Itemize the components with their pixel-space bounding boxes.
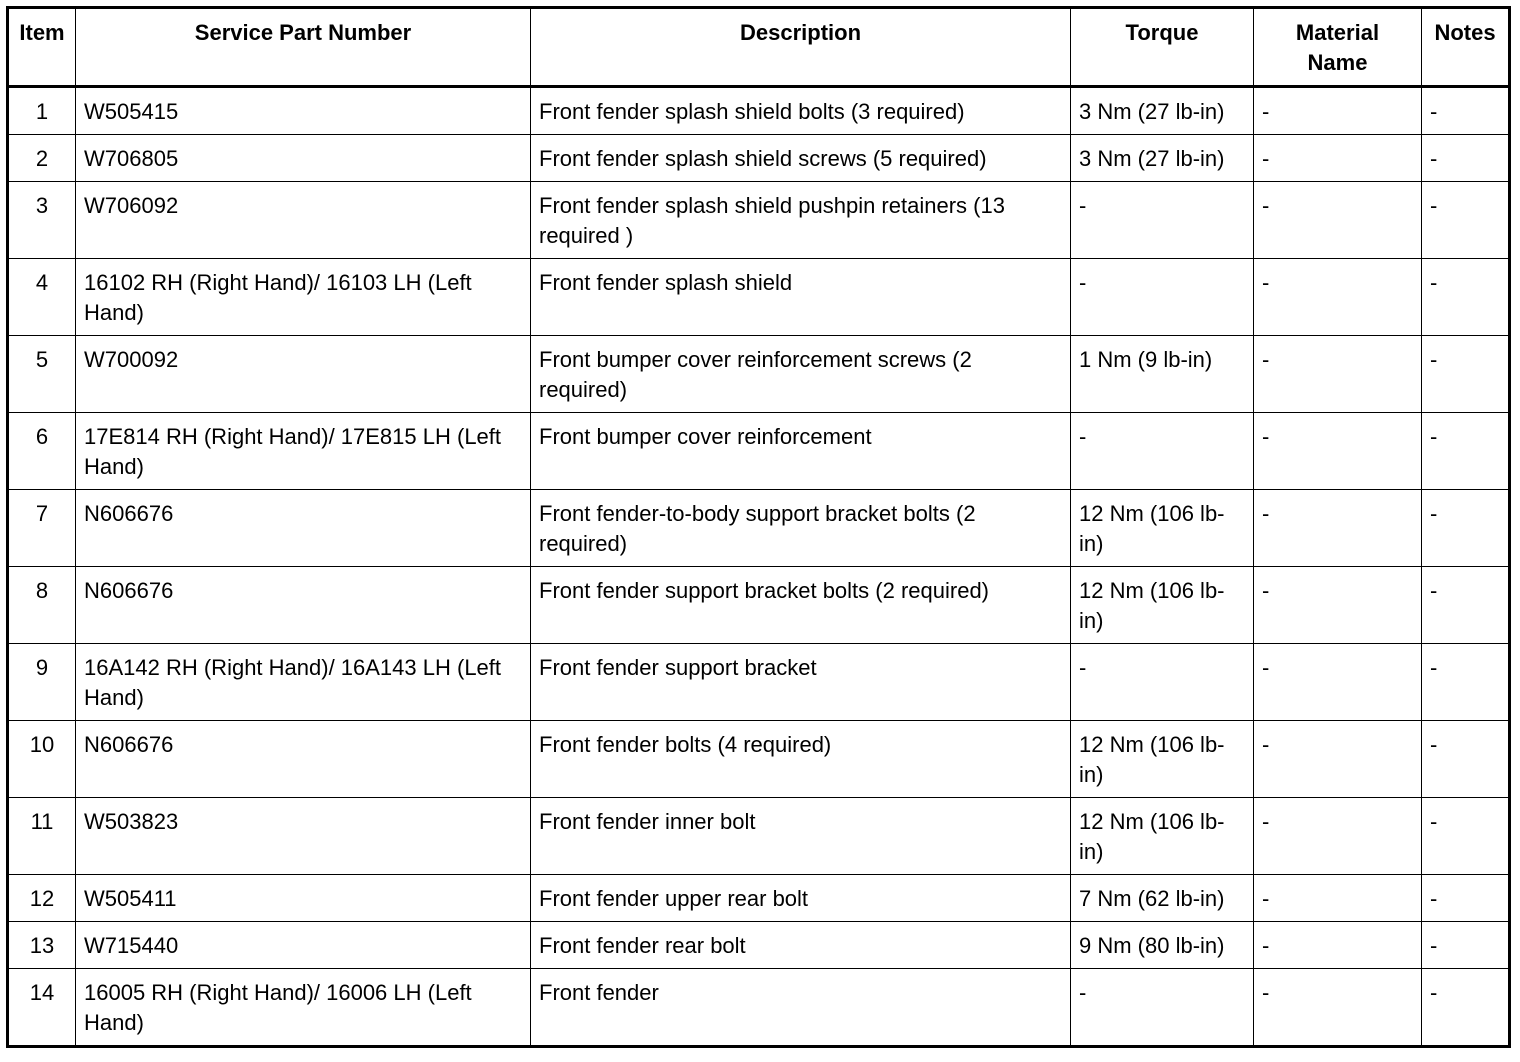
table-row: [8, 969, 1510, 1047]
header-service-part-number: Service Part Number: [76, 8, 531, 87]
cell-item: 13: [8, 922, 76, 969]
cell-item: 7: [8, 490, 76, 567]
cell-part-number: W715440: [76, 922, 531, 969]
table-row: [8, 798, 1510, 875]
cell-notes: -: [1422, 259, 1510, 336]
cell-notes: -: [1422, 135, 1510, 182]
cell-torque: -: [1071, 182, 1254, 259]
cell-part-number: 17E814 RH (Right Hand)/ 17E815 LH (Left Hand): [76, 413, 531, 490]
cell-part-number: N606676: [76, 490, 531, 567]
cell-description: Front fender support bracket: [531, 644, 1071, 721]
cell-part-number: 16005 RH (Right Hand)/ 16006 LH (Left Hand): [76, 969, 531, 1047]
cell-notes: -: [1422, 413, 1510, 490]
header-torque: Torque: [1071, 8, 1254, 87]
cell-item: 14: [8, 969, 76, 1047]
table-row: [8, 490, 1510, 567]
cell-part-number: N606676: [76, 567, 531, 644]
cell-item: 5: [8, 336, 76, 413]
header-material-name: [1254, 8, 1422, 87]
cell-material: -: [1254, 969, 1422, 1047]
cell-torque: -: [1071, 259, 1254, 336]
cell-item: 9: [8, 644, 76, 721]
header-row: [8, 8, 1510, 87]
cell-torque: 12 Nm (106 lb-in): [1071, 567, 1254, 644]
table-row: [8, 721, 1510, 798]
header-notes: Notes: [1422, 8, 1510, 87]
cell-material: -: [1254, 567, 1422, 644]
header-item: Item: [8, 8, 76, 87]
cell-notes: -: [1422, 875, 1510, 922]
cell-torque: 3 Nm (27 lb-in): [1071, 135, 1254, 182]
cell-item: 1: [8, 87, 76, 135]
cell-notes: -: [1422, 182, 1510, 259]
cell-notes: -: [1422, 798, 1510, 875]
cell-material: -: [1254, 490, 1422, 567]
cell-material: -: [1254, 922, 1422, 969]
cell-material: -: [1254, 259, 1422, 336]
cell-torque: -: [1071, 413, 1254, 490]
cell-item: 6: [8, 413, 76, 490]
cell-material: -: [1254, 413, 1422, 490]
table-row: [8, 644, 1510, 721]
cell-part-number: 16102 RH (Right Hand)/ 16103 LH (Left Hand): [76, 259, 531, 336]
cell-material: -: [1254, 336, 1422, 413]
cell-torque: 3 Nm (27 lb-in): [1071, 87, 1254, 135]
parts-table-container: [6, 6, 1508, 1056]
table-row: [8, 922, 1510, 969]
cell-item: 3: [8, 182, 76, 259]
table-row: [8, 413, 1510, 490]
header-material-line1: Material: [1295, 20, 1380, 45]
cell-part-number: W505411: [76, 875, 531, 922]
cell-material: -: [1254, 798, 1422, 875]
cell-torque: 12 Nm (106 lb-in): [1071, 798, 1254, 875]
cell-item: 2: [8, 135, 76, 182]
cell-torque: 7 Nm (62 lb-in): [1071, 875, 1254, 922]
cell-notes: -: [1422, 644, 1510, 721]
cell-part-number: W503823: [76, 798, 531, 875]
cell-item: 8: [8, 567, 76, 644]
cell-part-number: W700092: [76, 336, 531, 413]
table-row: [8, 875, 1510, 922]
cell-item: 10: [8, 721, 76, 798]
cell-description: Front fender splash shield pushpin retainers (13 required ): [531, 182, 1071, 259]
cell-description: Front fender upper rear bolt: [531, 875, 1071, 922]
cell-description: Front fender bolts (4 required): [531, 721, 1071, 798]
cell-item: 12: [8, 875, 76, 922]
cell-torque: -: [1071, 644, 1254, 721]
cell-torque: 9 Nm (80 lb-in): [1071, 922, 1254, 969]
cell-part-number: W706805: [76, 135, 531, 182]
header-material-line2: Name: [1307, 50, 1368, 75]
cell-torque: 12 Nm (106 lb-in): [1071, 490, 1254, 567]
cell-description: Front bumper cover reinforcement: [531, 413, 1071, 490]
cell-notes: -: [1422, 567, 1510, 644]
cell-material: -: [1254, 182, 1422, 259]
cell-description: Front fender inner bolt: [531, 798, 1071, 875]
cell-part-number: 16A142 RH (Right Hand)/ 16A143 LH (Left Hand): [76, 644, 531, 721]
table-row: [8, 567, 1510, 644]
header-description: Description: [531, 8, 1071, 87]
cell-description: Front bumper cover reinforcement screws (2 required): [531, 336, 1071, 413]
cell-part-number: W505415: [76, 87, 531, 135]
cell-notes: -: [1422, 922, 1510, 969]
parts-table: [6, 6, 1511, 1048]
cell-torque: 1 Nm (9 lb-in): [1071, 336, 1254, 413]
cell-description: Front fender rear bolt: [531, 922, 1071, 969]
cell-description: Front fender splash shield: [531, 259, 1071, 336]
table-row: [8, 336, 1510, 413]
cell-notes: -: [1422, 87, 1510, 135]
cell-description: Front fender: [531, 969, 1071, 1047]
cell-description: Front fender splash shield bolts (3 required): [531, 87, 1071, 135]
cell-torque: 12 Nm (106 lb-in): [1071, 721, 1254, 798]
table-row: [8, 182, 1510, 259]
cell-material: -: [1254, 87, 1422, 135]
cell-description: Front fender support bracket bolts (2 required): [531, 567, 1071, 644]
cell-item: 11: [8, 798, 76, 875]
cell-description: Front fender splash shield screws (5 required): [531, 135, 1071, 182]
table-row: [8, 135, 1510, 182]
cell-torque: -: [1071, 969, 1254, 1047]
cell-material: -: [1254, 875, 1422, 922]
cell-material: -: [1254, 644, 1422, 721]
cell-item: 4: [8, 259, 76, 336]
table-row: [8, 259, 1510, 336]
cell-notes: -: [1422, 721, 1510, 798]
cell-material: -: [1254, 721, 1422, 798]
cell-description: Front fender-to-body support bracket bolts (2 required): [531, 490, 1071, 567]
cell-notes: -: [1422, 969, 1510, 1047]
cell-part-number: W706092: [76, 182, 531, 259]
table-row: [8, 87, 1510, 135]
cell-part-number: N606676: [76, 721, 531, 798]
cell-notes: -: [1422, 490, 1510, 567]
cell-material: -: [1254, 135, 1422, 182]
cell-notes: -: [1422, 336, 1510, 413]
